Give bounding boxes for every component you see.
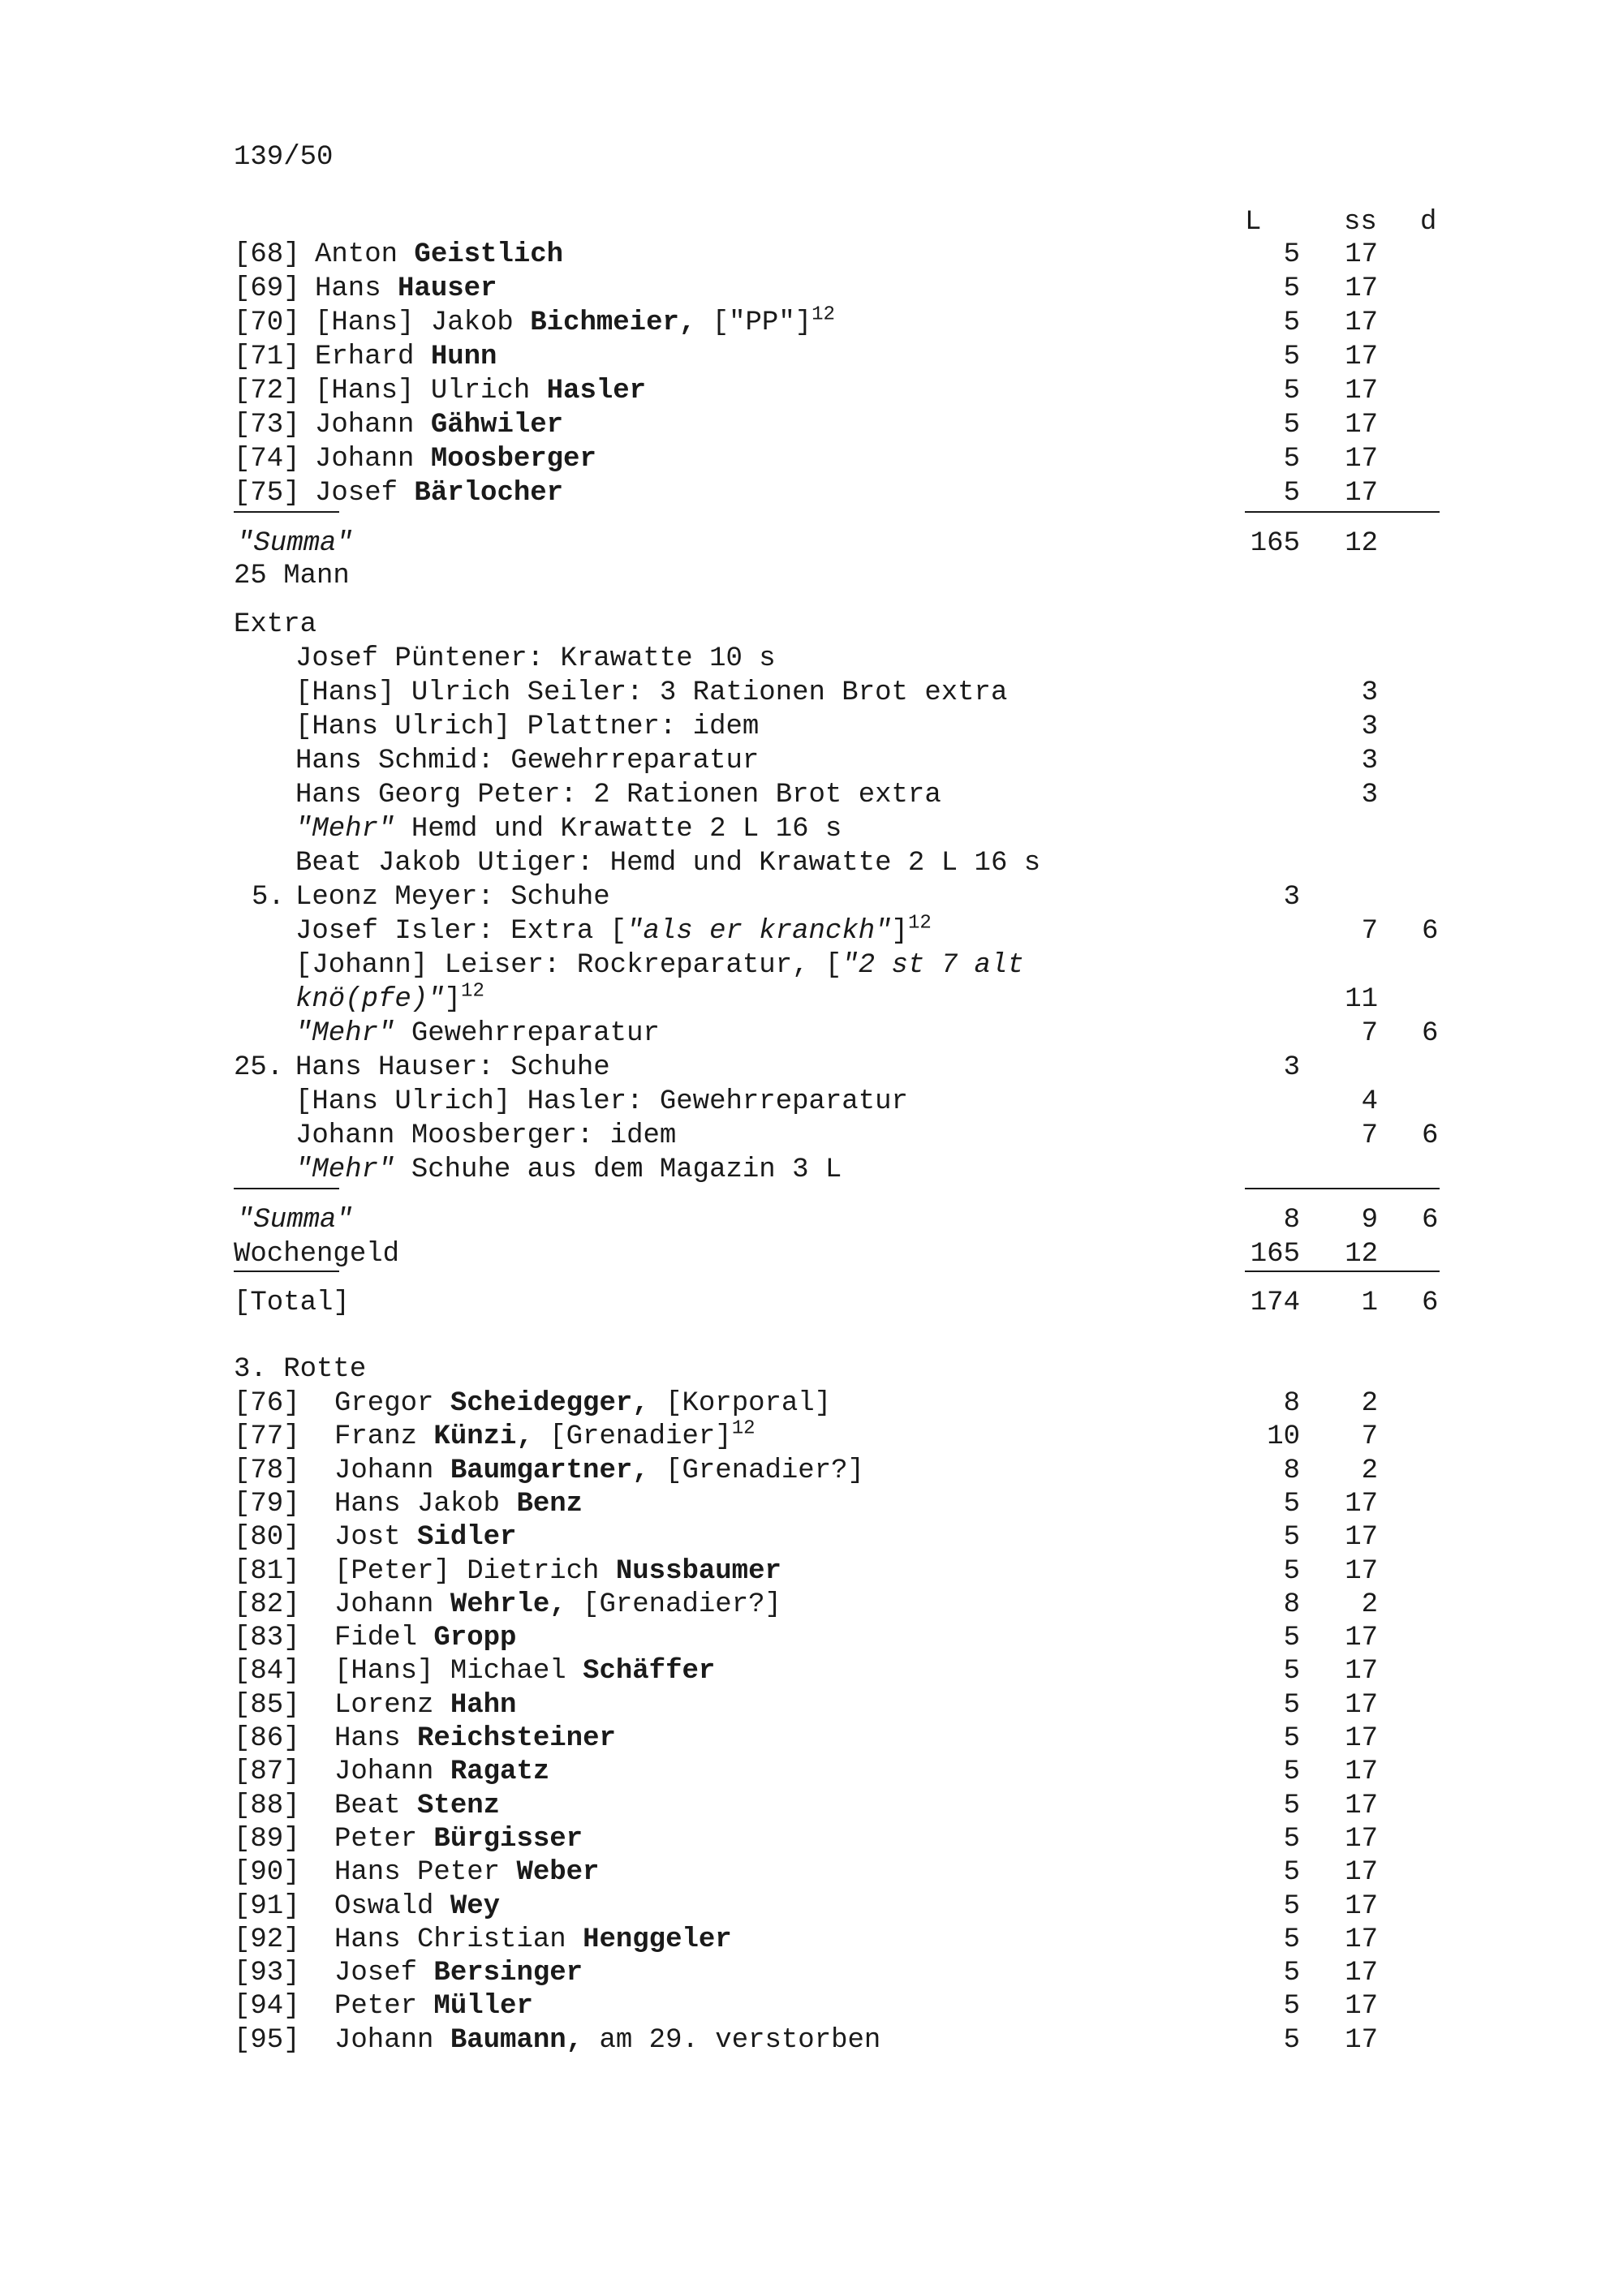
extra-item (295, 813, 842, 845)
roster-entry (315, 341, 497, 373)
roster-entry (334, 1387, 831, 1420)
summa-label: "Summa" (237, 1205, 353, 1236)
surname: Gähwiler (430, 410, 564, 441)
first-name: Anton (315, 239, 415, 270)
roster-entry (315, 443, 596, 475)
first-name: Hans Christian (334, 1924, 583, 1955)
entry-note: [Korporal] (648, 1388, 832, 1419)
surname: Künzi, (433, 1421, 533, 1453)
amount-ss: 2 (1361, 1388, 1378, 1419)
extra-ss: 3 (1361, 780, 1378, 810)
amount-L: 5 (1283, 342, 1300, 372)
total-d: 6 (1422, 1288, 1439, 1318)
first-name: Erhard (315, 342, 431, 372)
entry-number: [79] (234, 1488, 300, 1520)
surname: Schäffer (583, 1656, 716, 1688)
first-name: Hans (334, 1723, 418, 1754)
extra-item (295, 980, 484, 1016)
roster-entry (334, 1589, 781, 1621)
roster-entry (315, 477, 563, 510)
roster-entry (334, 1790, 500, 1822)
mehr-label: "Mehr" (295, 814, 395, 845)
amount-ss: 17 (1345, 1924, 1378, 1955)
amount-ss: 17 (1345, 1522, 1378, 1554)
first-name: Josef (315, 478, 415, 509)
extra-item: Leonz Meyer: Schuhe (295, 882, 610, 913)
amount-L: 5 (1283, 1689, 1300, 1721)
summa-ss: 12 (1345, 528, 1378, 559)
entry-number: [87] (234, 1756, 300, 1788)
surname: Reichsteiner (417, 1723, 616, 1754)
rotte-title: 3. Rotte (234, 1354, 367, 1385)
first-name: Oswald (334, 1890, 450, 1922)
extra-d: 6 (1422, 1120, 1439, 1151)
surname: Müller (433, 1991, 533, 2023)
amount-ss: 17 (1345, 1623, 1378, 1654)
entry-number: [76] (234, 1388, 300, 1419)
roster-entry (315, 375, 646, 407)
amount-L: 8 (1283, 1455, 1300, 1486)
amount-L: 5 (1283, 478, 1300, 509)
amount-ss: 17 (1345, 2024, 1378, 2056)
roster-entry (315, 273, 497, 305)
amount-L: 5 (1283, 239, 1300, 270)
summa-d: 6 (1422, 1205, 1439, 1236)
roster-entry (334, 1990, 533, 2023)
roster-entry (334, 1689, 516, 1722)
extra-text: Gewehrreparatur (394, 1018, 660, 1049)
amount-ss: 17 (1345, 1488, 1378, 1520)
extra-item: Hans Hauser: Schuhe (295, 1052, 610, 1083)
extra-text: Hemd und Krawatte 2 L 16 s (394, 814, 842, 845)
first-name: [Peter] Dietrich (334, 1555, 616, 1587)
first-name: [Hans] Jakob (315, 307, 531, 338)
amount-ss: 17 (1345, 1991, 1378, 2023)
footnote-ref: 12 (907, 912, 932, 935)
amount-ss: 17 (1345, 1790, 1378, 1821)
roster-entry (334, 1823, 583, 1855)
extra-d: 6 (1422, 916, 1439, 947)
entry-number: [82] (234, 1589, 300, 1620)
extra-item (295, 912, 932, 948)
roster-entry (334, 1488, 583, 1520)
summa-ss: 9 (1361, 1205, 1378, 1236)
amount-L: 5 (1283, 1790, 1300, 1821)
divider (234, 1188, 339, 1189)
extra-item: Josef Püntener: Krawatte 10 s (295, 643, 776, 674)
entry-note: [Grenadier] (532, 1421, 732, 1453)
extra-L: 3 (1283, 882, 1300, 913)
divider (234, 511, 339, 513)
entry-number: [93] (234, 1958, 300, 1989)
surname: Bürgisser (433, 1823, 583, 1855)
extra-text: Schuhe aus dem Magazin 3 L (394, 1154, 842, 1185)
col-header-L: L (1245, 207, 1262, 238)
surname: Geistlich (414, 239, 564, 270)
extra-item: Hans Schmid: Gewehrreparatur (295, 746, 760, 776)
extra-d: 6 (1422, 1018, 1439, 1049)
surname: Sidler (417, 1522, 517, 1554)
amount-ss: 17 (1345, 478, 1378, 509)
first-name: Hans Jakob (334, 1488, 517, 1520)
amount-ss: 17 (1345, 1823, 1378, 1855)
surname: Hasler (546, 376, 647, 406)
entry-number: [85] (234, 1689, 300, 1721)
surname: Moosberger (430, 444, 596, 475)
summa-L: 165 (1250, 528, 1300, 559)
divider (1245, 1271, 1440, 1272)
roster-entry (334, 1957, 583, 1989)
entry-note: [Grenadier?] (566, 1589, 781, 1620)
amount-ss: 17 (1345, 376, 1378, 406)
extra-ss: 3 (1361, 677, 1378, 708)
first-name: Franz (334, 1421, 434, 1453)
amount-ss: 17 (1345, 1890, 1378, 1922)
amount-L: 5 (1283, 1857, 1300, 1889)
surname: Bichmeier, (530, 307, 696, 338)
mann-count: 25 Mann (234, 561, 350, 591)
quote-text: "2 st 7 alt (842, 950, 1024, 981)
entry-number: [81] (234, 1555, 300, 1587)
entry-note: ["PP"] (695, 307, 812, 338)
amount-ss: 17 (1345, 1857, 1378, 1889)
first-name: Peter (334, 1823, 434, 1855)
surname: Benz (516, 1488, 583, 1520)
roster-entry (334, 1417, 756, 1453)
first-name: Johann (315, 444, 431, 475)
entry-number: [90] (234, 1857, 300, 1889)
roster-entry (334, 1890, 500, 1923)
extra-text: Josef Isler: Extra [ (295, 916, 627, 947)
surname: Baumgartner, (450, 1455, 649, 1486)
roster-entry (334, 1622, 516, 1654)
entry-number: [94] (234, 1991, 300, 2023)
roster-entry (315, 303, 835, 339)
first-name: Johann (334, 2024, 450, 2056)
amount-ss: 17 (1345, 410, 1378, 441)
amount-ss: 17 (1345, 342, 1378, 372)
roster-entry (334, 1521, 516, 1554)
amount-L: 5 (1283, 1958, 1300, 1989)
amount-L: 5 (1283, 444, 1300, 475)
entry-note: am 29. verstorben (583, 2024, 881, 2056)
entry-note: [Grenadier?] (648, 1455, 864, 1486)
extra-ss: 7 (1361, 916, 1378, 947)
wochengeld-L: 165 (1250, 1239, 1300, 1270)
amount-L: 5 (1283, 307, 1300, 338)
col-header-ss: ss (1344, 207, 1377, 238)
entry-number: [88] (234, 1790, 300, 1821)
extra-title: Extra (234, 609, 317, 640)
quote-text: knö(pfe)" (295, 984, 445, 1015)
first-name: [Hans] Michael (334, 1656, 583, 1688)
amount-ss: 17 (1345, 1656, 1378, 1688)
extra-item: Johann Moosberger: idem (295, 1120, 677, 1151)
total-ss: 1 (1361, 1288, 1378, 1318)
surname: Gropp (433, 1623, 517, 1654)
entry-number: [77] (234, 1421, 300, 1453)
amount-L: 5 (1283, 273, 1300, 304)
first-name: Peter (334, 1991, 434, 2023)
surname: Scheidegger, (450, 1388, 649, 1419)
amount-L: 5 (1283, 1991, 1300, 2023)
roster-entry (334, 1856, 599, 1889)
extra-ss: 3 (1361, 746, 1378, 776)
extra-item (295, 1154, 842, 1186)
extra-item: [Hans Ulrich] Hasler: Gewehrreparatur (295, 1086, 908, 1117)
extra-ss: 7 (1361, 1018, 1378, 1049)
first-name: Johann (334, 1455, 450, 1486)
amount-ss: 17 (1345, 1958, 1378, 1989)
first-name: Johann (334, 1589, 450, 1620)
amount-L: 8 (1283, 1589, 1300, 1620)
amount-L: 5 (1283, 1756, 1300, 1788)
entry-number: [68] (234, 239, 300, 270)
extra-item: [Hans] Ulrich Seiler: 3 Rationen Brot extra (295, 677, 1008, 708)
roster-entry (315, 239, 563, 271)
amount-ss: 17 (1345, 1756, 1378, 1788)
extra-item: Hans Georg Peter: 2 Rationen Brot extra (295, 780, 941, 810)
amount-ss: 2 (1361, 1589, 1378, 1620)
surname: Bärlocher (414, 478, 564, 509)
entry-number: [74] (234, 444, 300, 475)
entry-number: [70] (234, 307, 300, 338)
extra-item: [Hans Ulrich] Plattner: idem (295, 712, 760, 742)
first-name: Hans Peter (334, 1857, 517, 1889)
surname: Weber (516, 1857, 600, 1889)
entry-number: [72] (234, 376, 300, 406)
amount-L: 5 (1283, 1555, 1300, 1587)
footnote-ref: 12 (812, 303, 835, 326)
amount-ss: 17 (1345, 307, 1378, 338)
first-name: Johann (334, 1756, 450, 1788)
day-number: 25. (234, 1052, 284, 1083)
first-name: Gregor (334, 1388, 450, 1419)
extra-ss: 11 (1345, 984, 1378, 1015)
roster-entry (334, 2024, 880, 2057)
amount-ss: 17 (1345, 1723, 1378, 1754)
first-name: Beat (334, 1790, 418, 1821)
amount-L: 8 (1283, 1388, 1300, 1419)
divider (1245, 1188, 1440, 1189)
entry-number: [95] (234, 2024, 300, 2056)
entry-number: [78] (234, 1455, 300, 1486)
amount-L: 5 (1283, 1656, 1300, 1688)
extra-item: Beat Jakob Utiger: Hemd und Krawatte 2 L 16 s (295, 848, 1041, 879)
footnote-ref: 12 (731, 1417, 756, 1440)
amount-L: 10 (1267, 1421, 1300, 1453)
amount-ss: 2 (1361, 1455, 1378, 1486)
extra-text: [Johann] Leiser: Rockreparatur, [ (295, 950, 842, 981)
entry-number: [83] (234, 1623, 300, 1654)
amount-L: 5 (1283, 2024, 1300, 2056)
first-name: Johann (315, 410, 431, 441)
amount-L: 5 (1283, 410, 1300, 441)
entry-number: [69] (234, 273, 300, 304)
amount-ss: 17 (1345, 239, 1378, 270)
surname: Bersinger (433, 1958, 583, 1989)
roster-entry (334, 1924, 732, 1956)
extra-text: ] (444, 984, 462, 1015)
wochengeld-ss: 12 (1345, 1239, 1378, 1270)
roster-entry (334, 1655, 715, 1688)
amount-ss: 17 (1345, 444, 1378, 475)
extra-item (295, 949, 1024, 982)
first-name: [Hans] Ulrich (315, 376, 547, 406)
wochengeld-label: Wochengeld (234, 1239, 400, 1270)
first-name: Josef (334, 1958, 434, 1989)
first-name: Hans (315, 273, 398, 304)
amount-L: 5 (1283, 376, 1300, 406)
total-L: 174 (1250, 1288, 1300, 1318)
surname: Nussbaumer (615, 1555, 781, 1587)
extra-ss: 3 (1361, 712, 1378, 742)
amount-L: 5 (1283, 1623, 1300, 1654)
amount-L: 5 (1283, 1723, 1300, 1754)
extra-ss: 4 (1361, 1086, 1378, 1117)
amount-ss: 17 (1345, 1689, 1378, 1721)
amount-ss: 17 (1345, 1555, 1378, 1587)
surname: Hauser (398, 273, 497, 304)
entry-number: [71] (234, 342, 300, 372)
first-name: Fidel (334, 1623, 434, 1654)
divider (234, 1271, 339, 1272)
roster-entry (334, 1722, 616, 1755)
first-name: Lorenz (334, 1689, 450, 1721)
page-reference: 139/50 (234, 142, 334, 173)
surname: Baumann, (450, 2024, 583, 2056)
surname: Ragatz (450, 1756, 550, 1788)
divider (1245, 511, 1440, 513)
roster-entry (334, 1756, 549, 1788)
entry-number: [86] (234, 1723, 300, 1754)
extra-L: 3 (1283, 1052, 1300, 1083)
entry-number: [73] (234, 410, 300, 441)
surname: Wehrle, (450, 1589, 566, 1620)
quote-text: "als er kranckh" (626, 916, 892, 947)
extra-item (295, 1017, 660, 1050)
day-number: 5. (252, 882, 285, 913)
surname: Henggeler (583, 1924, 732, 1955)
entry-number: [75] (234, 478, 300, 509)
total-label: [Total] (234, 1288, 350, 1318)
entry-number: [92] (234, 1924, 300, 1955)
amount-L: 5 (1283, 1823, 1300, 1855)
amount-L: 5 (1283, 1924, 1300, 1955)
entry-number: [80] (234, 1522, 300, 1554)
amount-L: 5 (1283, 1488, 1300, 1520)
entry-number: [91] (234, 1890, 300, 1922)
amount-L: 5 (1283, 1890, 1300, 1922)
mehr-label: "Mehr" (295, 1154, 395, 1185)
amount-L: 5 (1283, 1522, 1300, 1554)
surname: Hahn (450, 1689, 517, 1721)
surname: Stenz (417, 1790, 501, 1821)
surname: Wey (450, 1890, 501, 1922)
amount-ss: 7 (1361, 1421, 1378, 1453)
col-header-d: d (1420, 207, 1437, 238)
amount-ss: 17 (1345, 273, 1378, 304)
entry-number: [84] (234, 1656, 300, 1688)
summa-L: 8 (1283, 1205, 1300, 1236)
mehr-label: "Mehr" (295, 1018, 395, 1049)
roster-entry (334, 1555, 781, 1588)
extra-ss: 7 (1361, 1120, 1378, 1151)
first-name: Jost (334, 1522, 418, 1554)
surname: Hunn (430, 342, 497, 372)
entry-number: [89] (234, 1823, 300, 1855)
summa-label: "Summa" (237, 528, 353, 559)
footnote-ref: 12 (461, 980, 484, 1003)
roster-entry (315, 409, 563, 441)
extra-text: ] (891, 916, 908, 947)
roster-entry (334, 1455, 864, 1487)
